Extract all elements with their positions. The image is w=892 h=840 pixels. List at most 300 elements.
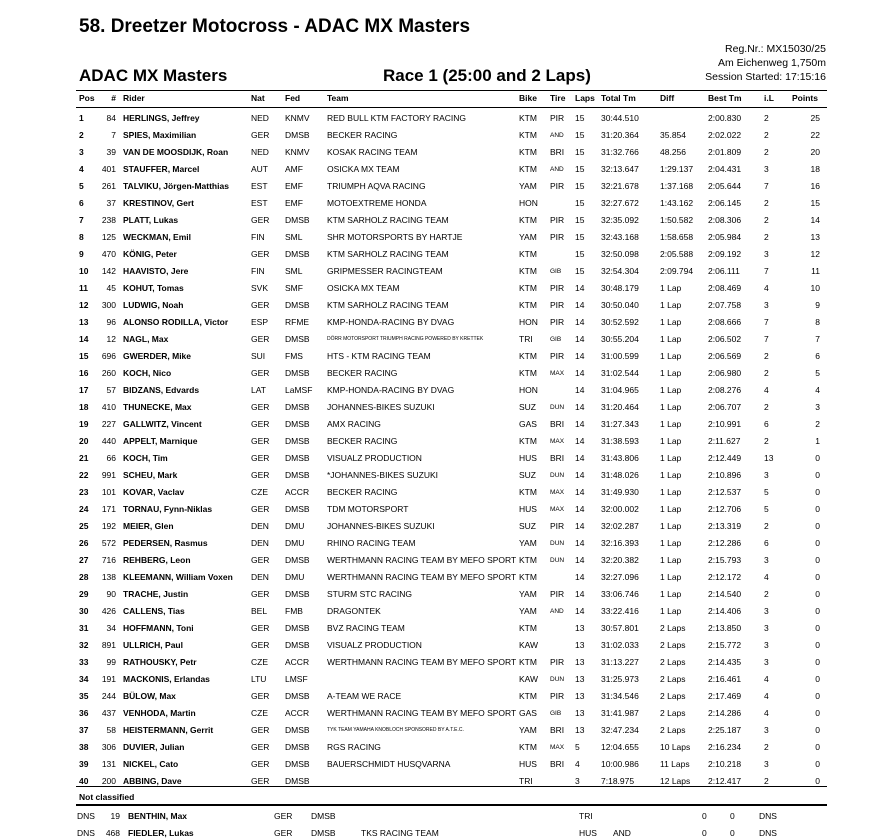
- cell-il: 7: [764, 317, 769, 327]
- result-row: [0, 399, 892, 416]
- cell-bike: HUS: [519, 453, 537, 463]
- cell-best-time: 2:12.286: [708, 538, 742, 548]
- cell-laps: 14: [575, 487, 585, 497]
- cell-pos: 39: [79, 759, 89, 769]
- cell-team: RGS RACING: [327, 742, 381, 752]
- cell-total-time: 31:20.364: [601, 130, 639, 140]
- cell-best-time: 2:08.276: [708, 385, 742, 395]
- cell-number: 227: [101, 419, 116, 429]
- cell-fed: DMSB: [285, 436, 310, 446]
- cell-diff: 2 Laps: [660, 725, 686, 735]
- cell-il: 2: [764, 147, 769, 157]
- cell-diff: 1 Lap: [660, 351, 682, 361]
- result-row: [0, 348, 892, 365]
- cell-bike: KTM: [519, 657, 537, 667]
- cell-nat: DEN: [251, 521, 269, 531]
- cell-tire: DUN: [550, 557, 565, 564]
- nc-bike: HUS: [579, 828, 597, 838]
- cell-team: TYK TEAM YAMAHA KNOBLOCH SPONSORED BY A.T.E.C.: [327, 727, 464, 733]
- cell-il: 6: [764, 538, 769, 548]
- cell-il: 3: [764, 759, 769, 769]
- cell-fed: ACCR: [285, 657, 310, 667]
- cell-diff: 1 Lap: [660, 436, 682, 446]
- cell-rider: HOFFMANN, Toni: [123, 623, 194, 633]
- cell-nat: GER: [251, 725, 270, 735]
- cell-diff: 1:43.162: [660, 198, 694, 208]
- cell-bike: HON: [519, 317, 538, 327]
- cell-rider: KRESTINOV, Gert: [123, 198, 195, 208]
- cell-rider: STAUFFER, Marcel: [123, 164, 200, 174]
- cell-number: 57: [106, 385, 116, 395]
- cell-tire: MAX: [550, 489, 565, 496]
- result-row: [0, 314, 892, 331]
- cell-laps: 13: [575, 708, 585, 718]
- cell-il: 2: [764, 113, 769, 123]
- cell-tire: BRI: [550, 759, 565, 769]
- column-header-fed: Fed: [285, 93, 301, 103]
- cell-laps: 15: [575, 130, 585, 140]
- result-row: [0, 586, 892, 603]
- cell-diff: 1:37.168: [660, 181, 694, 191]
- cell-points: 10: [810, 283, 820, 293]
- column-header-tire: Tire: [550, 93, 566, 103]
- nc-nat: GER: [274, 828, 293, 838]
- nc-tire: AND: [613, 828, 631, 838]
- cell-fed: DMU: [285, 538, 305, 548]
- cell-team: KTM SARHOLZ RACING TEAM: [327, 215, 449, 225]
- cell-team: VISUALZ PRODUCTION: [327, 453, 422, 463]
- cell-best-time: 2:12.537: [708, 487, 742, 497]
- cell-bike: KTM: [519, 147, 537, 157]
- cell-total-time: 30:57.801: [601, 623, 639, 633]
- cell-il: 3: [764, 249, 769, 259]
- cell-bike: YAM: [519, 232, 537, 242]
- cell-number: 99: [106, 657, 116, 667]
- cell-nat: LAT: [251, 385, 266, 395]
- cell-il: 7: [764, 334, 769, 344]
- cell-tire: PIR: [550, 283, 565, 293]
- cell-il: 4: [764, 708, 769, 718]
- cell-il: 7: [764, 181, 769, 191]
- cell-pos: 2: [79, 130, 84, 140]
- cell-team: JOHANNES-BIKES SUZUKI: [327, 402, 435, 412]
- cell-points: 0: [815, 453, 820, 463]
- cell-rider: HEISTERMANN, Gerrit: [123, 725, 214, 735]
- cell-bike: KTM: [519, 691, 537, 701]
- cell-rider: LUDWIG, Noah: [123, 300, 184, 310]
- cell-pos: 29: [79, 589, 89, 599]
- cell-best-time: 2:25.187: [708, 725, 742, 735]
- cell-pos: 24: [79, 504, 89, 514]
- result-row: [0, 280, 892, 297]
- cell-best-time: 2:06.707: [708, 402, 742, 412]
- cell-nat: CZE: [251, 708, 268, 718]
- cell-nat: GER: [251, 759, 270, 769]
- cell-pos: 10: [79, 266, 89, 276]
- cell-best-time: 2:08.666: [708, 317, 742, 327]
- cell-number: 716: [101, 555, 116, 565]
- cell-diff: 1:58.658: [660, 232, 694, 242]
- cell-pos: 22: [79, 470, 89, 480]
- cell-pos: 17: [79, 385, 89, 395]
- cell-pos: 35: [79, 691, 89, 701]
- cell-points: 1: [815, 436, 820, 446]
- column-header-points: Points: [792, 93, 818, 103]
- cell-total-time: 32:27.096: [601, 572, 639, 582]
- cell-bike: YAM: [519, 181, 537, 191]
- cell-best-time: 2:11.627: [708, 436, 741, 446]
- cell-total-time: 32:43.168: [601, 232, 639, 242]
- nc-status: DNS: [759, 811, 777, 821]
- cell-rider: GALLWITZ, Vincent: [123, 419, 202, 429]
- cell-tire: DUN: [550, 676, 565, 683]
- cell-laps: 13: [575, 640, 585, 650]
- cell-number: 96: [106, 317, 116, 327]
- result-row: [0, 161, 892, 178]
- cell-rider: TRACHE, Justin: [123, 589, 189, 599]
- cell-rider: KOCH, Tim: [123, 453, 168, 463]
- cell-tire: PIR: [550, 351, 565, 361]
- cell-tire: PIR: [550, 232, 565, 242]
- cell-points: 7: [815, 334, 820, 344]
- cell-team: OSICKA MX TEAM: [327, 283, 400, 293]
- cell-rider: VAN DE MOOSDIJK, Roan: [123, 147, 229, 157]
- cell-total-time: 32:50.098: [601, 249, 639, 259]
- cell-il: 2: [764, 351, 769, 361]
- cell-fed: ACCR: [285, 487, 310, 497]
- cell-diff: 1 Lap: [660, 555, 682, 565]
- cell-laps: 5: [575, 742, 580, 752]
- cell-tire: AND: [550, 132, 564, 139]
- cell-fed: SMF: [285, 283, 303, 293]
- cell-pos: 12: [79, 300, 89, 310]
- cell-diff: 2 Laps: [660, 674, 686, 684]
- cell-rider: MEIER, Glen: [123, 521, 174, 531]
- result-row: [0, 773, 892, 790]
- cell-nat: GER: [251, 470, 270, 480]
- cell-nat: AUT: [251, 164, 268, 174]
- cell-team: WERTHMANN RACING TEAM BY MEFO SPORT: [327, 708, 517, 718]
- cell-points: 16: [810, 181, 820, 191]
- cell-points: 0: [815, 708, 820, 718]
- cell-total-time: 31:43.806: [601, 453, 639, 463]
- cell-il: 2: [764, 776, 769, 786]
- cell-total-time: 30:44.510: [601, 113, 639, 123]
- cell-best-time: 2:06.569: [708, 351, 742, 361]
- cell-rider: GWERDER, Mike: [123, 351, 192, 361]
- cell-rider: CALLENS, Tias: [123, 606, 185, 616]
- cell-il: 3: [764, 470, 769, 480]
- cell-il: 4: [764, 283, 769, 293]
- result-row: [0, 518, 892, 535]
- cell-points: 0: [815, 521, 820, 531]
- cell-diff: 1:29.137: [660, 164, 694, 174]
- cell-bike: KTM: [519, 130, 537, 140]
- cell-bike: KAW: [519, 640, 539, 650]
- cell-il: 2: [764, 402, 769, 412]
- cell-laps: 14: [575, 283, 585, 293]
- cell-rider: WECKMAN, Emil: [123, 232, 191, 242]
- cell-best-time: 2:10.991: [708, 419, 742, 429]
- cell-nat: GER: [251, 453, 270, 463]
- cell-points: 0: [815, 759, 820, 769]
- cell-tire: MAX: [550, 370, 565, 377]
- cell-best-time: 2:02.022: [708, 130, 742, 140]
- cell-team: GRIPMESSER RACINGTEAM: [327, 266, 443, 276]
- cell-tire: GIB: [550, 710, 562, 717]
- column-header-pos: Pos: [79, 93, 95, 103]
- cell-nat: NED: [251, 147, 269, 157]
- cell-fed: DMSB: [285, 419, 310, 429]
- cell-tire: AND: [550, 166, 564, 173]
- result-row: [0, 229, 892, 246]
- result-row: [0, 535, 892, 552]
- cell-tire: PIR: [550, 317, 565, 327]
- cell-fed: DMSB: [285, 691, 310, 701]
- cell-pos: 1: [79, 113, 84, 123]
- cell-diff: 2 Laps: [660, 691, 686, 701]
- cell-nat: GER: [251, 368, 270, 378]
- cell-laps: 13: [575, 657, 585, 667]
- cell-total-time: 31:04.965: [601, 385, 639, 395]
- cell-fed: DMSB: [285, 334, 310, 344]
- cell-rider: KÖNIG, Peter: [123, 249, 177, 259]
- cell-nat: GER: [251, 589, 270, 599]
- cell-rider: SPIES, Maximilian: [123, 130, 197, 140]
- nc-fed: DMSB: [311, 811, 336, 821]
- nc-value-2: 0: [730, 811, 735, 821]
- cell-pos: 32: [79, 640, 89, 650]
- cell-number: 238: [101, 215, 116, 225]
- cell-number: 696: [101, 351, 116, 361]
- cell-team: JOHANNES-BIKES SUZUKI: [327, 521, 435, 531]
- column-header-laps: Laps: [575, 93, 595, 103]
- cell-laps: 14: [575, 521, 585, 531]
- cell-team: DÖRR MOTORSPORT TRIUMPH RACING POWERED BY KRETTEK: [327, 336, 484, 342]
- cell-il: 3: [764, 640, 769, 650]
- cell-total-time: 31:48.026: [601, 470, 639, 480]
- cell-rider: BIDZANS, Edvards: [123, 385, 200, 395]
- not-classified-row: [0, 825, 892, 839]
- cell-laps: 13: [575, 725, 585, 735]
- result-row: [0, 450, 892, 467]
- cell-pos: 38: [79, 742, 89, 752]
- result-row: [0, 688, 892, 705]
- cell-laps: 3: [575, 776, 580, 786]
- cell-team: HTS - KTM RACING TEAM: [327, 351, 431, 361]
- cell-total-time: 31:02.033: [601, 640, 639, 650]
- venue: Am Eichenweg 1,750m: [718, 57, 826, 69]
- cell-number: 991: [101, 470, 116, 480]
- column-header-il: i.L: [764, 93, 774, 103]
- nc-number: 19: [110, 811, 120, 821]
- cell-total-time: 31:38.593: [601, 436, 639, 446]
- cell-laps: 15: [575, 147, 585, 157]
- cell-best-time: 2:04.431: [708, 164, 742, 174]
- cell-rider: HERLINGS, Jeffrey: [123, 113, 200, 123]
- cell-team: TRIUMPH AQVA RACING: [327, 181, 426, 191]
- cell-points: 18: [810, 164, 820, 174]
- cell-il: 2: [764, 436, 769, 446]
- cell-points: 0: [815, 725, 820, 735]
- cell-points: 0: [815, 691, 820, 701]
- cell-number: 58: [106, 725, 116, 735]
- result-row: [0, 552, 892, 569]
- cell-best-time: 2:08.306: [708, 215, 742, 225]
- cell-nat: BEL: [251, 606, 268, 616]
- cell-diff: 1 Lap: [660, 453, 682, 463]
- cell-total-time: 30:48.179: [601, 283, 639, 293]
- cell-il: 2: [764, 368, 769, 378]
- cell-total-time: 31:41.987: [601, 708, 639, 718]
- cell-tire: MAX: [550, 744, 565, 751]
- cell-fed: EMF: [285, 181, 303, 191]
- cell-total-time: 31:00.599: [601, 351, 639, 361]
- result-row: [0, 603, 892, 620]
- cell-laps: 14: [575, 334, 585, 344]
- cell-il: 4: [764, 691, 769, 701]
- cell-pos: 15: [79, 351, 89, 361]
- cell-il: 3: [764, 606, 769, 616]
- cell-fed: FMB: [285, 606, 303, 616]
- cell-fed: DMU: [285, 521, 305, 531]
- cell-total-time: 31:20.464: [601, 402, 639, 412]
- not-classified-rule-bottom: [76, 804, 827, 806]
- cell-tire: PIR: [550, 215, 565, 225]
- cell-il: 2: [764, 742, 769, 752]
- cell-tire: DUN: [550, 404, 565, 411]
- cell-il: 13: [764, 453, 774, 463]
- result-row: [0, 178, 892, 195]
- cell-team: BECKER RACING: [327, 368, 398, 378]
- cell-bike: KTM: [519, 113, 537, 123]
- cell-pos: 9: [79, 249, 84, 259]
- cell-team: DRAGONTEK: [327, 606, 381, 616]
- cell-best-time: 2:12.706: [708, 504, 742, 514]
- cell-pos: 6: [79, 198, 84, 208]
- cell-nat: EST: [251, 181, 268, 191]
- cell-bike: KTM: [519, 368, 537, 378]
- cell-points: 25: [810, 113, 820, 123]
- cell-best-time: 2:12.449: [708, 453, 742, 463]
- cell-rider: NICKEL, Cato: [123, 759, 179, 769]
- cell-number: 261: [101, 181, 116, 191]
- result-row: [0, 127, 892, 144]
- cell-pos: 23: [79, 487, 89, 497]
- cell-fed: DMSB: [285, 130, 310, 140]
- cell-number: 306: [101, 742, 116, 752]
- cell-bike: HUS: [519, 759, 537, 769]
- cell-bike: KTM: [519, 300, 537, 310]
- cell-tire: BRI: [550, 453, 565, 463]
- cell-laps: 14: [575, 317, 585, 327]
- cell-nat: NED: [251, 113, 269, 123]
- cell-bike: KTM: [519, 487, 537, 497]
- cell-tire: GIB: [550, 336, 562, 343]
- cell-diff: 2:09.794: [660, 266, 694, 276]
- cell-rider: NAGL, Max: [123, 334, 169, 344]
- cell-points: 0: [815, 555, 820, 565]
- cell-fed: LaMSF: [285, 385, 313, 395]
- cell-best-time: 2:16.461: [708, 674, 742, 684]
- cell-best-time: 2:09.192: [708, 249, 742, 259]
- cell-number: 260: [101, 368, 116, 378]
- cell-best-time: 2:01.809: [708, 147, 742, 157]
- cell-number: 191: [101, 674, 116, 684]
- cell-fed: DMSB: [285, 742, 310, 752]
- cell-rider: SCHEU, Mark: [123, 470, 178, 480]
- result-row: [0, 331, 892, 348]
- cell-bike: SUZ: [519, 521, 536, 531]
- cell-team: KMP-HONDA-RACING BY DVAG: [327, 385, 455, 395]
- cell-bike: HON: [519, 385, 538, 395]
- cell-best-time: 2:15.772: [708, 640, 742, 650]
- cell-nat: GER: [251, 215, 270, 225]
- result-row: [0, 297, 892, 314]
- cell-il: 2: [764, 232, 769, 242]
- cell-total-time: 32:27.672: [601, 198, 639, 208]
- cell-nat: LTU: [251, 674, 267, 684]
- not-classified-rule-top: [76, 786, 827, 787]
- cell-diff: 1 Lap: [660, 538, 682, 548]
- cell-il: 5: [764, 487, 769, 497]
- result-row: [0, 637, 892, 654]
- cell-laps: 14: [575, 436, 585, 446]
- cell-tire: DUN: [550, 472, 565, 479]
- cell-laps: 15: [575, 198, 585, 208]
- cell-diff: 1 Lap: [660, 368, 682, 378]
- cell-fed: DMSB: [285, 402, 310, 412]
- cell-fed: DMSB: [285, 504, 310, 514]
- cell-pos: 37: [79, 725, 89, 735]
- cell-team: TDM MOTORSPORT: [327, 504, 409, 514]
- cell-points: 0: [815, 623, 820, 633]
- result-row: [0, 263, 892, 280]
- cell-fed: DMSB: [285, 555, 310, 565]
- cell-number: 45: [106, 283, 116, 293]
- cell-pos: 31: [79, 623, 89, 633]
- cell-diff: 1 Lap: [660, 283, 682, 293]
- cell-pos: 14: [79, 334, 89, 344]
- column-header-best-time: Best Tm: [708, 93, 742, 103]
- cell-il: 4: [764, 572, 769, 582]
- cell-il: 3: [764, 623, 769, 633]
- cell-total-time: 12:04.655: [601, 742, 639, 752]
- cell-il: 7: [764, 266, 769, 276]
- cell-diff: 1 Lap: [660, 385, 682, 395]
- cell-diff: 1 Lap: [660, 402, 682, 412]
- cell-pos: 33: [79, 657, 89, 667]
- cell-nat: FIN: [251, 266, 265, 276]
- cell-total-time: 31:13.227: [601, 657, 639, 667]
- cell-fed: DMSB: [285, 215, 310, 225]
- cell-laps: 14: [575, 300, 585, 310]
- cell-laps: 15: [575, 164, 585, 174]
- cell-number: 200: [101, 776, 116, 786]
- cell-bike: KTM: [519, 249, 537, 259]
- cell-points: 0: [815, 606, 820, 616]
- cell-points: 11: [811, 266, 820, 276]
- cell-number: 171: [101, 504, 116, 514]
- cell-best-time: 2:00.830: [708, 113, 742, 123]
- cell-number: 39: [106, 147, 116, 157]
- cell-nat: GER: [251, 504, 270, 514]
- column-header-rider: Rider: [123, 93, 145, 103]
- not-classified-heading: Not classified: [79, 792, 135, 802]
- cell-total-time: 32:16.393: [601, 538, 639, 548]
- cell-number: 142: [101, 266, 116, 276]
- cell-tire: PIR: [550, 691, 565, 701]
